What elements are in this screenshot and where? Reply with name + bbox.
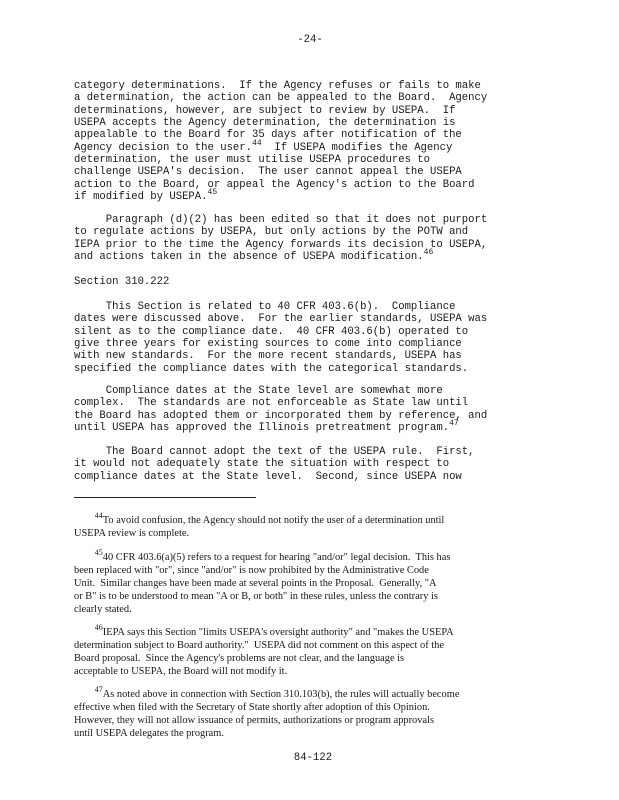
paragraph-board-cannot-adopt [74,446,552,483]
footnote-45 [74,548,554,616]
text-line: determination, the user must utilise USEPA procedures to [74,154,431,167]
footnote-47 [74,685,554,740]
footnote-marker: 45 [94,548,103,557]
text-line: Paragraph (d)(2) has been edited so that it does not purport [74,214,488,226]
text-line: This Section is related to 40 CFR 403.6(b). Compliance [74,301,456,313]
text-line: action to the Board, or appeal the Agency's action to the Board [74,178,475,191]
text-line: a determination, the action can be appealed to the Board. Agency [74,92,488,105]
text-line: give three years for existing sources to come into compliance [74,338,462,351]
text-line: category determinations. If the Agency refuses or fails to make [74,80,481,92]
footnote-line: $^{44}$To avoid confusion, the Agency should not notify the user of a determination until [94,511,445,526]
footnote-line: been replaced with "or", since "and/or" is now prohibited by the Administrative Code [74,565,429,576]
text-line: dates were discussed above. For the earlier standards, USEPA was [74,313,488,326]
paragraph-agency-determinations [74,80,552,203]
text-line: with new standards. For the more recent standards, USEPA has [74,350,462,363]
footnote-line: $^{47}$As noted above in connection with Section 310.103(b), the rules will actually become [94,685,460,700]
footnote-line: However, they will not allow issuance of permits, authorizations or program approvals [74,715,434,726]
footnote-line: Unit. Similar changes have been made at several points in the Proposal. Generally, "A [74,578,437,589]
text-line: the Board has adopted them or incorporated them by reference, and [74,409,488,422]
text-line: compliance dates at the State level. Second, since USEPA now [74,470,462,483]
text-line: specified the compliance dates with the categorical standards. [74,362,469,375]
footnote-marker: 47 [94,685,103,694]
footnote-marker: 46 [94,623,103,632]
footnote-ref: 46 [423,248,434,258]
text-line: Agency decision to the user.$^{44}$ If USEPA modifies the Agency [74,138,453,154]
text-line: determinations, however, are subject to review by USEPA. If [74,104,456,117]
text-line: and actions taken in the absence of USEPA modification.$^{46}$ [74,248,434,264]
footnote-ref: 47 [449,419,459,429]
page-number: -24- [297,34,323,46]
footnote-line: or B" is to be understood to mean "A or B, or both" in these rules, unless the contrary is [74,591,438,602]
docket-number: 84-122 [293,752,333,764]
paragraph-compliance-dates [74,301,552,375]
text-line: IEPA prior to the time the Agency forwards its decision to USEPA, [74,238,488,251]
footnote-46 [74,623,554,678]
footnote-separator [74,497,256,498]
paragraph-state-level [74,385,552,434]
footnote-ref: 45 [207,188,218,198]
text-line: if modified by USEPA.$^{45}$ [74,188,218,204]
footnote-line: clearly stated. [74,604,132,615]
text-line: complex. The standards are not enforceable as State law until [74,397,469,410]
footnote-line: USEPA review is complete. [74,528,190,539]
footnote-line: $^{46}$IEPA says this Section "limits USEPA's oversight authority" and "makes the USEPA [94,623,454,638]
text-line: silent as to the compliance date. 40 CFR 403.6(b) operated to [74,325,469,338]
footnote-line: Board proposal. Since the Agency's problems are not clear, and the language is [74,653,405,664]
footnote-44 [74,511,554,540]
footnote-line: until USEPA delegates the program. [74,728,224,739]
footnote-line: determination subject to Board authority." USEPA did not comment on this aspect of the [74,640,444,651]
footnote-line: $^{45}$40 CFR 403.6(a)(5) refers to a request for hearing "and/or" legal decision. This has [94,548,451,563]
text-line: challenge USEPA's decision. The user cannot appeal the USEPA [74,166,462,179]
text-line: The Board cannot adopt the text of the USEPA rule. First, [74,446,475,458]
section-heading: Section 310.222 [74,276,170,288]
footnote-line: acceptable to USEPA, the Board will not modify it. [74,666,288,677]
footnote-line: effective when filed with the Secretary of State shortly after adoption of this Opinion. [74,702,430,713]
paragraph-d2-edit [74,214,552,263]
text-line: it would not adequately state the situation with respect to [74,458,450,471]
text-line: to regulate actions by USEPA, but only actions by the POTW and [74,226,469,239]
footnote-marker: 44 [94,511,103,520]
text-line: until USEPA has approved the Illinois pretreatment program.$^{47}$ [74,419,459,435]
text-line: USEPA accepts the Agency determination, the determination is [74,117,456,130]
text-line: Compliance dates at the State level are somewhat more [74,385,443,397]
text-line: appealable to the Board for 35 days after notification of the [74,129,462,142]
footnote-ref: 44 [252,138,262,148]
